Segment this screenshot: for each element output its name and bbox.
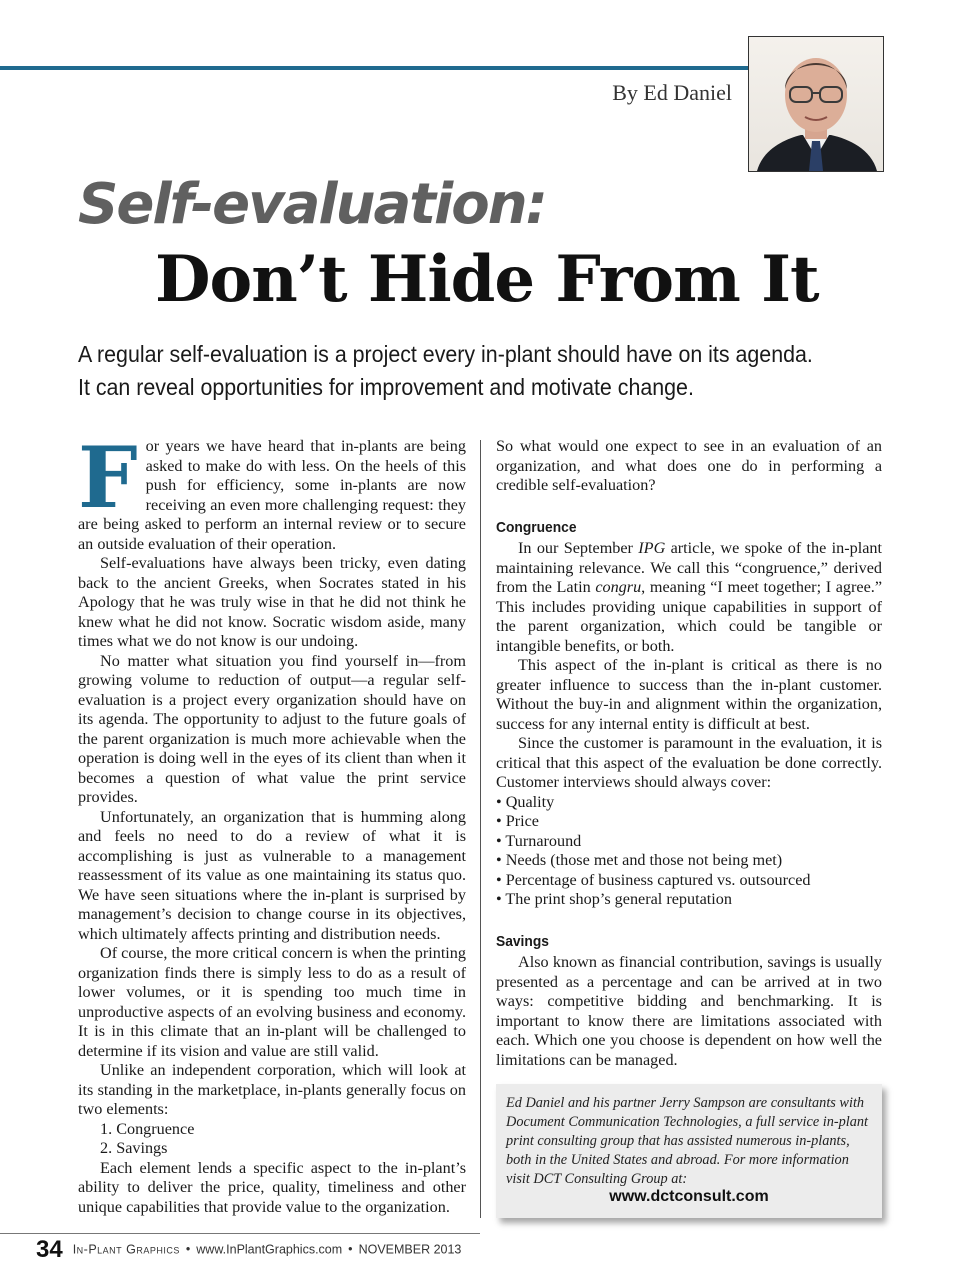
bio-website-link[interactable]: www.dctconsult.com: [609, 1188, 769, 1205]
first-paragraph: [78, 428, 466, 554]
paragraph: Each element lends a specific aspect to the in-plant’s ability to deliver the price, quality, timeliness and other unique capabilities that provide value to the organization.: [78, 1158, 466, 1216]
bullet-item: • Quality: [496, 792, 555, 811]
publication-name: In-Plant Graphics: [72, 1242, 180, 1257]
column-divider: [480, 440, 481, 1218]
text-run: , meaning “I meet together; I agree.” This includes providing unique capabilities in support of the parent organization, which could be tangible or intangible benefits, or both.: [496, 578, 882, 655]
ipg-italic: IPG: [638, 539, 666, 557]
paragraph: Of course, the more critical concern is when the printing organization finds there is simply less to do as a result of lower volumes, or it is spending too much time in unproductive aspects of an evolving business and economy. It is in this climate that an in-plant will be challenged to determine if its vision and value are still valid.: [78, 944, 466, 1060]
section-heading-savings: Savings: [496, 932, 549, 950]
footer-website[interactable]: www.InPlantGraphics.com: [196, 1242, 343, 1257]
numbered-item: 2. Savings: [100, 1139, 168, 1157]
bullet-item: • Price: [496, 812, 539, 830]
byline: By Ed Daniel: [612, 80, 732, 105]
numbered-item: 1. Congruence: [100, 1119, 195, 1138]
text-run: In our September: [518, 539, 639, 557]
deck-line: A regular self-evaluation is a project every in-plant should have on its agenda.: [78, 341, 813, 367]
paragraph: Unlike an independent corporation, which will look at its standing in the marketplace, in-plants generally focus on two elements:: [78, 1061, 466, 1118]
bullet-item: • The print shop’s general reputation: [496, 890, 732, 908]
author-bio-box: [496, 1084, 882, 1218]
intro-paragraph: So what would one expect to see in an evaluation of an organization, and what does one do in performing a credible self-evaluation?: [496, 437, 882, 494]
bio-text: Ed Daniel and his partner Jerry Sampson are consultants with Document Communication Technologies, a full service in-plant print consulting group that has assisted numerous in-plants, both in the United States and abroad. For more information visit DCT Consulting Group at:: [506, 1095, 869, 1187]
paragraph: Unfortunately, an organization that is humming along and feels no need to do a review of what it is accomplishing is just as vulnerable to a management reassessment of its value as one maintaining its status quo. We have seen situations where the in-plant is surprised by management’s decision to change course in its objectives, which ultimately affects printing and distribution needs.: [78, 807, 466, 943]
paragraph: No matter what situation you find yourself in—from growing volume to reduction of output—a regular self-evaluation is a project every organization should have on its agenda. The opportunity to adjust to the future goals of the parent organization is much more achievable when the operation is doing well in the eyes of its client than when it becomes a question of what value the print service provides.: [78, 651, 466, 806]
latin-italic: congru: [595, 578, 642, 596]
section-heading-congruence: Congruence: [496, 518, 577, 536]
author-photo: [748, 36, 884, 172]
paragraph: [496, 539, 882, 656]
bullet-item: • Percentage of business captured vs. outsourced: [496, 870, 811, 889]
bullet-item: • Turnaround: [496, 831, 582, 850]
text-run: article, we spoke of the in-plant maintaining relevance. We call this “congruence,” derived from the Latin: [496, 539, 882, 596]
deck: [78, 338, 841, 404]
paragraph: Since the customer is paramount in the evaluation, it is critical that this aspect of the evaluation be done correctly. Customer interviews should always cover:: [496, 734, 882, 791]
bullet-item: • Needs (those met and those not being met): [496, 851, 783, 869]
drop-cap: F: [78, 428, 138, 527]
footer-rule: [0, 1233, 480, 1234]
deck-line: It can reveal opportunities for improvement and motivate change.: [78, 374, 694, 400]
header-rule: [0, 66, 748, 70]
author-portrait-icon: [749, 37, 883, 171]
paragraph: Self-evaluations have always been tricky, even dating back to the ancient Greeks, when Socrates stated in his Apology that he was truly wise in that he did not think he knew what he did not know. Socratic wisdom aside, many times what we do not know is our undoing.: [78, 554, 466, 650]
footer: [36, 1236, 461, 1264]
page-number: 34: [36, 1236, 63, 1263]
left-column: [78, 428, 466, 1217]
first-paragraph-text: or years we have heard that in-plants are being asked to make do with less. On the heels of this push for efficiency, some in-plants are now receiving an even more challenging request: they are being asked to perform an internal review or to secure an outside evaluation of their operation.: [78, 437, 466, 553]
footer-separator: •: [185, 1242, 191, 1257]
issue-date: NOVEMBER 2013: [358, 1242, 462, 1257]
paragraph: This aspect of the in-plant is critical as there is no greater influence to success than the in-plant customer. Without the buy-in and alignment within the organization, success for any internal entity is difficult at best.: [496, 656, 882, 733]
title-line-2: Don’t Hide From It: [155, 242, 819, 317]
title-line-1: Self-evaluation:: [78, 172, 546, 237]
paragraph: Also known as financial contribution, savings is usually presented as a percentage and can be arrived at in two ways: competitive bidding and benchmarking. It is important to know there are limitations associated with each. Which one you choose is dependent on how well the limitations can be managed.: [496, 953, 882, 1069]
right-column: [496, 437, 882, 1070]
footer-separator: •: [348, 1242, 353, 1257]
